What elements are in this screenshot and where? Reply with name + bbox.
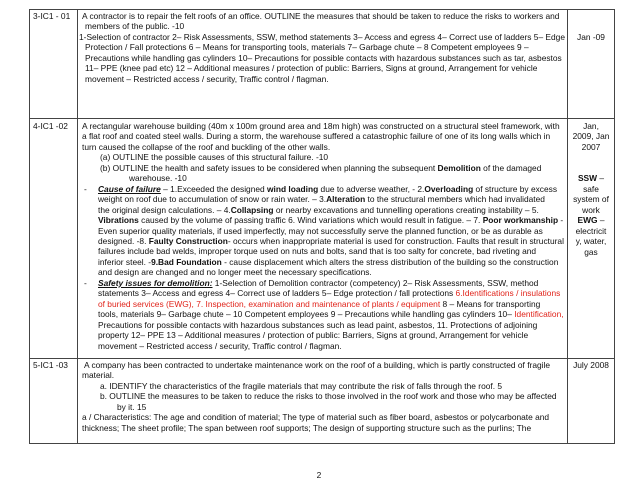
answer-text: statements 3– Access and egress 4– Correct use of ladders 5– Edge protection / fall protections 6.Identifications / insulations [98,288,561,299]
answer-text: weight on roof due to accumulation of snow or rain water. – 3.Alteration to the structural members which had invalidated [98,194,545,205]
question-body [78,359,568,444]
exam-date: July 2008 [568,359,615,444]
answer-text: 1-Selection of contractor 2– Risk Assessments, SSW, method statements 3– Access and egress 4– Correct use of ladders 5– Edge [79,31,565,42]
answer-text: the original design calculations. – 4.Collapsing or nearby excavations and tunnelling operations creating instability – 5. [98,204,539,215]
table-row [30,10,615,119]
answer-text: thickness; The sheet profile; The span between roof supports; The design of supporting structure such as the purlins; The [82,422,532,433]
exam-date: Jan, 2009, Jan 2007 SSW – safe system of work EWG – electricit y, water, gas [568,119,615,359]
question-text: material. [82,370,115,381]
question-text: A rectangular warehouse building (40m x 100m ground area and 18m high) was constructed on a structural steel framework, with [82,121,560,131]
page-number: 2 [316,470,322,480]
answer-text: movement – Restricted access / security, Traffic control / flagman. [98,340,342,351]
question-text: members of the public. -10 [85,21,185,32]
answer-text: designed. -8. Faulty Construction- occurs when inappropriate material is used for construction. Faults that result in structural [98,235,564,246]
question-ref: 5-IC1 -03 [30,359,78,444]
answer-text: Protection / Fall protections 6 – Means for transporting tools, materials 7– Garbage chute – 8 Competent employees 9 – [85,42,529,53]
question-part-b: (b) OUTLINE the health and safety issues to be considered when planning the subsequent Demolition of the damaged [100,162,542,173]
answer-causes: - Cause of failure – 1.Exceeded the designed wind loading due to adverse weather, - 2.Overloading of structure by excess [84,183,558,194]
question-text: A company has been contracted to undertake maintenance work on the roof of a building, which is partly constructed of fragile [84,360,551,370]
question-ref: 4-IC1 -02 [30,119,78,359]
question-part-b: b. OUTLINE the measures to be taken to reduce the risks to those involved in the roof work and those who may be affected [100,391,557,402]
answer-text: Precautions for possible contacts with hazardous substances such as lead paint, asbestos, 11. Protections of adjoining [98,319,538,330]
question-part-a: (a) OUTLINE the possible causes of this structural failure. -10 [100,152,329,163]
question-text: turn caused the collapse of the roof and buckling of the other walls. [82,141,331,152]
answer-text: inferior steel. -9.Bad Foundation - cause displacement which alters the stress distribution of the building so the construction [98,256,559,267]
answer-text: tools, materials 9– Garbage chute – 10 Competent employees 9 – Precautions while handling gas cylinders 10– Identification, [98,309,564,320]
answer-text: of buried services (EWG), 7. Inspection, examination and maintenance of plants / equipment 8 – Means for transporting [98,298,541,309]
question-part-b: by it. 15 [117,401,147,412]
question-text: a flat roof and coated steel walls. During a storm, the warehouse suffered a catastrophic failure of one of its long walls which in [82,131,551,142]
exam-question-table [29,9,615,444]
question-part-b: warehouse. -10 [129,173,187,184]
question-text: A contractor is to repair the felt roofs of an office. OUTLINE the measures that should be taken to reduce the risks to workers and [82,11,560,21]
question-body [78,10,568,119]
answer-text: Precautions while handling gas cylinders 10– Precautions for possible contacts with hazardous substances such as tar, asbestos [85,52,562,63]
answer-demolition: - Safety issues for demolition: 1-Selection of Demolition contractor (competency) 2– Risk Assessments, SSW, method [84,277,539,288]
exam-date: Jan -09 [568,10,615,119]
answer-text: movement – Restricted access / security, Traffic control / flagman. [85,73,329,84]
answer-text: Even superior quality materials, if used imperfectly, may not successfully serve the planned function, or be as durable as [98,225,543,236]
question-part-a: a. IDENTIFY the characteristics of the fragile materials that may contribute the risk of falls through the roof. 5 [100,380,503,391]
answer-text: failures include bad welds, improper torque used on nuts and bolts, sand that is too salty for concrete, bad riveting and [98,246,537,257]
table-row [30,119,615,359]
answer-text: a / Characteristics: The age and condition of material; The type of material such as fiber board, asbestos or polycarbonate and [82,412,550,423]
answer-text: Vibrations caused by the volume of passing traffic 6. Wind variations which would result in fatigue. – 7. Poor workmanship - [98,215,564,226]
table-row [30,359,615,444]
question-body [78,119,568,359]
answer-text: and design are changed and no longer meet the necessary specifications. [98,267,372,278]
question-ref: 3-IC1 - 01 [30,10,78,119]
answer-text: property 12– PPE 13 – Additional measures / protection of public: Barriers, Signs at ground, Arrangement for vehicle [98,330,529,341]
answer-text: 11– PPE (knee pad etc) 12 – Additional measures / protection of public: Barriers, Signs at ground, Arrangement for vehicle [85,63,538,74]
